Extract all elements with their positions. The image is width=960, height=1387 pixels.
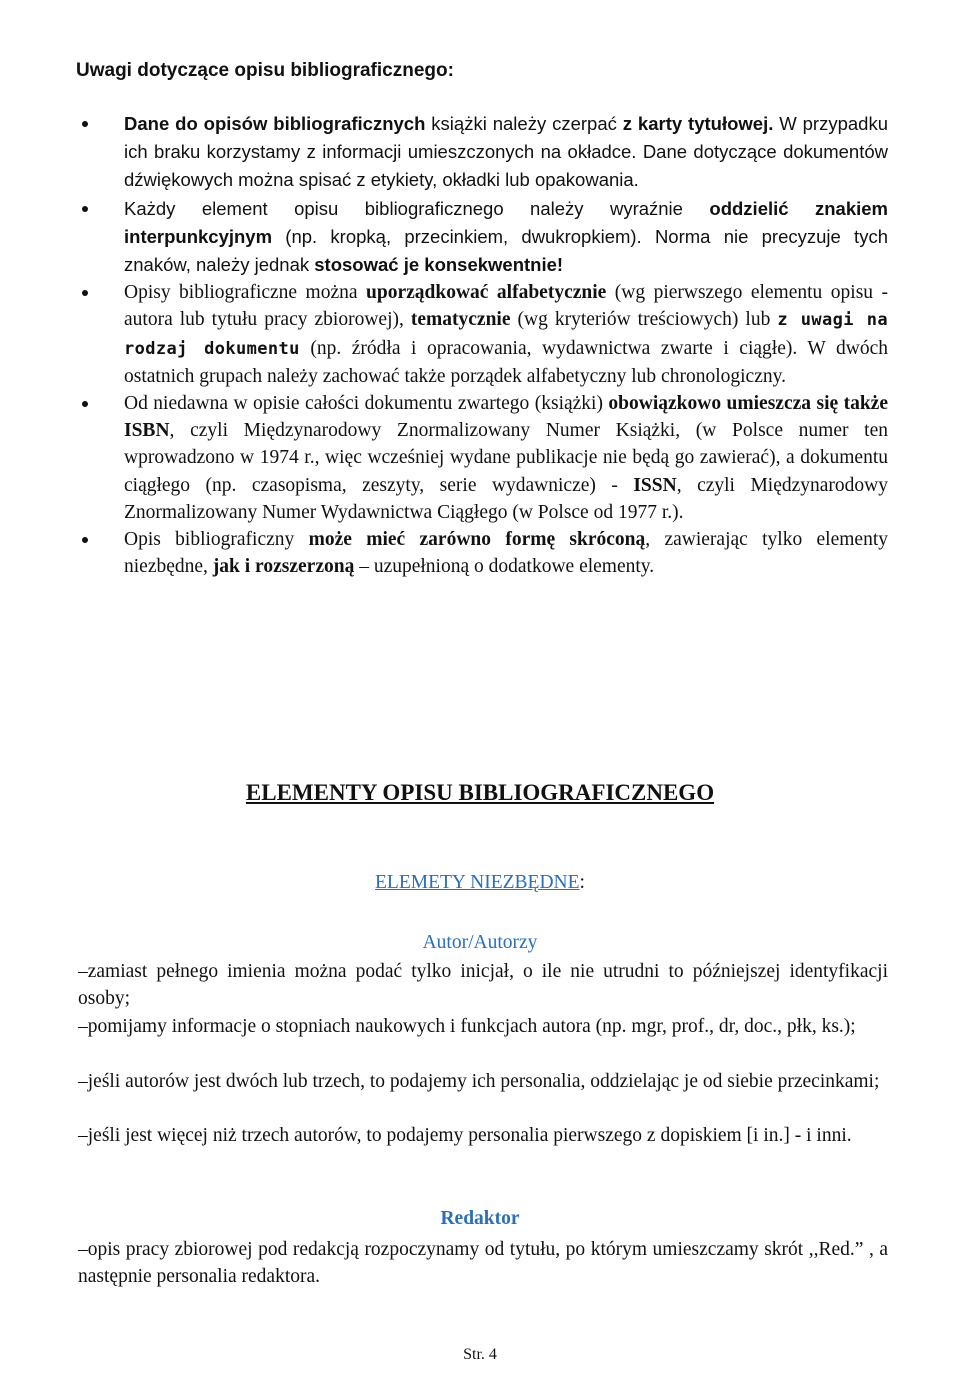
emphasis: obowiązkowo umieszcza się także ISBN bbox=[124, 393, 888, 442]
emphasis: ISSN bbox=[633, 474, 677, 496]
page-number: Str. 4 bbox=[463, 1346, 497, 1363]
bullet-icon bbox=[82, 290, 88, 296]
list-item: Opis bibliograficzny może mieć zarówno formę skróconą, zawierając tylko elementy niezbędne, jak i rozszerzoną – uzupełnioną o dodatkowe elementy. bbox=[76, 526, 888, 580]
list-item: Od niedawna w opisie całości dokumentu zwartego (książki) obowiązkowo umieszcza się także ISBN, czyli Międzynarodowy Znormalizowany Numer Książki, (w Polsce numer ten wprowadzono w 1974 r., więc wcześniej wydane publikacje nie będą go zawierać), a dokumentu ciągłego (np. czasopisma, zeszyty, serie wydawnicze) - ISSN, czyli Międzynarodowy Znormalizowany Numer Wydawnictwa Ciągłego (w Polsce od 1977 r.). bbox=[76, 390, 888, 526]
emphasis: oddzielić znakiem interpunkcyjnym bbox=[124, 197, 888, 247]
emphasis: stosować je konsekwentnie! bbox=[314, 254, 564, 276]
autor-item: –pomijamy informacje o stopniach naukowych i funkcjach autora (np. mgr, prof., dr, doc., płk, ks.); bbox=[78, 1016, 856, 1037]
redaktor-heading: Redaktor bbox=[440, 1208, 520, 1229]
emphasis: z uwagi na rodzaj dokumentu bbox=[124, 310, 888, 359]
emphasis: tematycznie bbox=[410, 309, 511, 331]
emphasis: z karty tytułowej. bbox=[622, 113, 774, 134]
list-item: Opisy bibliograficzne można uporządkować alfabetycznie (wg pierwszego elementu opisu - autora lub tytułu pracy zbiorowej), tematycznie (wg kryteriów treściowych) lub z uwagi na rodzaj dokumentu (np. źródła i opracowania, wydawnictwa zwarte i ciągłe). W dwóch ostatnich grupach należy zachować także porządek alfabetyczny lub chronologiczny. bbox=[76, 279, 888, 390]
list-item: Dane do opisów bibliograficznych książki należy czerpać z karty tytułowej. W przypadku ich braku korzystamy z informacji umieszczonych na okładce. Dane dotyczące dokumentów dźwiękowych można spisać z etykiety, okładki lub opakowania. bbox=[76, 110, 888, 195]
autor-item: –jeśli jest więcej niż trzech autorów, to podajemy personalia pierwszego z dopiskiem [i in.] - i inni. bbox=[78, 1125, 852, 1146]
bullet-icon bbox=[82, 401, 88, 407]
autor-item: –zamiast pełnego imienia można podać tylko inicjał, o ile nie utrudni to późniejszej identyfikacji osoby; bbox=[78, 961, 888, 1010]
emphasis: może mieć zarówno formę skróconą bbox=[308, 529, 646, 551]
autor-heading: Autor/Autorzy bbox=[422, 932, 538, 953]
emphasis: jak i rozszerzoną bbox=[212, 556, 355, 578]
bullet-icon bbox=[82, 121, 88, 127]
page-heading: Uwagi dotyczące opisu bibliograficznego: bbox=[76, 60, 454, 81]
redaktor-item: –opis pracy zbiorowej pod redakcją rozpoczynamy od tytułu, po którym umieszczamy skrót ,,Red.” , a następnie personalia redaktora. bbox=[78, 1239, 888, 1288]
list-item: Każdy element opisu bibliograficznego należy wyraźnie oddzielić znakiem interpunkcyjnym (np. kropką, przecinkiem, dwukropkiem). Norma nie precyzuje tych znaków, należy jednak stosować je konsekwentnie! bbox=[76, 195, 888, 280]
remarks-list bbox=[76, 110, 888, 580]
emphasis: uporządkować alfabetycznie bbox=[366, 282, 607, 304]
autor-item: –jeśli autorów jest dwóch lub trzech, to podajemy ich personalia, oddzielając je od siebie przecinkami; bbox=[78, 1071, 880, 1092]
section-subtitle: ELEMETY NIEZBĘDNE: bbox=[375, 872, 585, 893]
bullet-icon bbox=[82, 206, 88, 212]
section-title: ELEMENTY OPISU BIBLIOGRAFICZNEGO bbox=[245, 780, 715, 805]
bullet-icon bbox=[82, 537, 88, 543]
emphasis: Dane do opisów bibliograficznych bbox=[124, 113, 426, 134]
